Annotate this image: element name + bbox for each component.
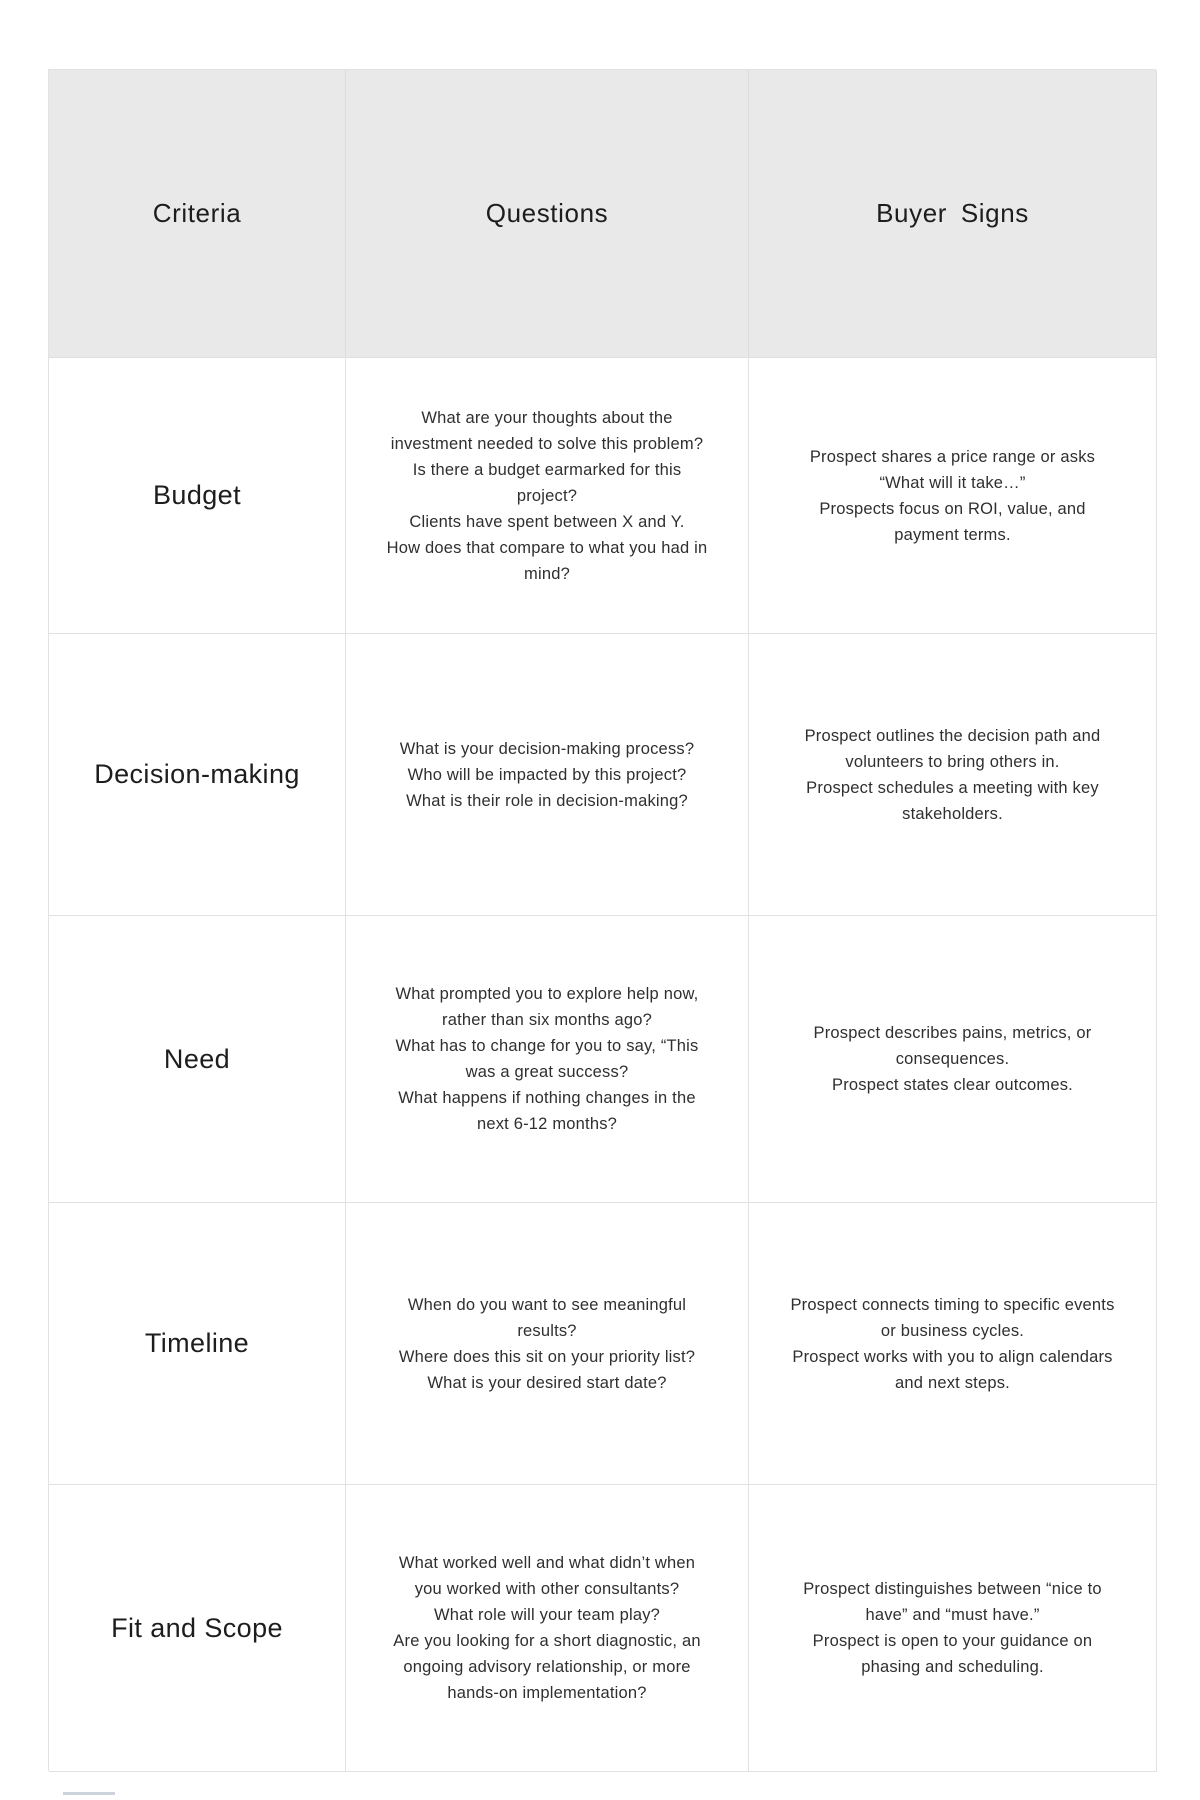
question-text: Who will be impacted by this project?: [407, 765, 687, 784]
buyer-sign-text: Prospect connects timing to specific events or business cycles.: [790, 1295, 1115, 1340]
buyer-signs-cell-decision-making: [749, 634, 1157, 916]
criteria-label: Need: [163, 1043, 231, 1074]
buyer-sign-text: Prospect is open to your guidance on phasing and scheduling.: [812, 1632, 1093, 1676]
criteria-cell-decision-making: [49, 634, 346, 916]
question-text: When do you want to see meaningful results?: [407, 1295, 687, 1340]
question-text: What worked well and what didn’t when you worked with other consultants?: [398, 1554, 696, 1598]
criteria-cell-timeline: [49, 1203, 346, 1485]
question-text: What is their role in decision-making?: [406, 791, 688, 810]
buyer-sign-text: Prospect describes pains, metrics, or consequences.: [813, 1024, 1092, 1068]
buyer-sign-text: Prospects focus on ROI, value, and payment terms.: [819, 499, 1086, 544]
buyer-signs-cell-budget: [749, 358, 1157, 634]
criteria-cell-need: [49, 916, 346, 1203]
questions-cell-budget: [346, 358, 749, 634]
question-text: What happens if nothing changes in the next 6-12 months?: [398, 1089, 696, 1133]
buyer-signs-cell-fit-and-scope: [749, 1485, 1157, 1772]
question-text: Clients have spent between X and Y.: [409, 512, 685, 531]
qualification-table: [48, 69, 1156, 1771]
criteria-label: Timeline: [144, 1328, 250, 1358]
buyer-sign-text: Prospect states clear outcomes.: [832, 1076, 1073, 1094]
buyer-signs-cell-timeline: [749, 1203, 1157, 1485]
questions-cell-need: [346, 916, 749, 1203]
question-text: Is there a budget earmarked for this project?: [412, 460, 682, 505]
question-text: Are you looking for a short diagnostic, an ongoing advisory relationship, or more hands-on implementation?: [393, 1632, 701, 1702]
questions-cell-fit-and-scope: [346, 1485, 749, 1772]
buyer-sign-text: Prospect distinguishes between “nice to have” and “must have.”: [803, 1580, 1102, 1624]
question-text: What is your desired start date?: [427, 1373, 667, 1392]
buyer-sign-text: Prospect shares a price range or asks “What will it take…”: [809, 447, 1096, 492]
question-text: Where does this sit on your priority list?: [398, 1347, 696, 1366]
buyer-sign-text: Prospect outlines the decision path and volunteers to bring others in.: [804, 726, 1101, 771]
criteria-label: Decision-making: [94, 759, 300, 789]
partial-next-element: [63, 1792, 115, 1795]
buyer-sign-text: Prospect schedules a meeting with key stakeholders.: [806, 778, 1099, 823]
question-text: What prompted you to explore help now, rather than six months ago?: [395, 985, 699, 1029]
criteria-label: Budget: [153, 480, 241, 510]
header-cell-buyer-signs: [749, 70, 1157, 358]
criteria-cell-fit-and-scope: [49, 1485, 346, 1772]
header-cell-questions: [346, 70, 749, 358]
header-cell-criteria: [49, 70, 346, 358]
criteria-cell-budget: [49, 358, 346, 634]
header-label-buyer-signs: Buyer Signs: [876, 198, 1029, 228]
header-label-criteria: Criteria: [152, 198, 242, 228]
header-label-questions: Questions: [485, 198, 609, 228]
question-text: What role will your team play?: [433, 1606, 661, 1624]
questions-cell-decision-making: [346, 634, 749, 916]
questions-cell-timeline: [346, 1203, 749, 1485]
question-text: What are your thoughts about the investment needed to solve this problem?: [390, 408, 704, 453]
question-text: What has to change for you to say, “This was a great success?: [395, 1037, 699, 1081]
question-text: What is your decision-making process?: [399, 739, 695, 758]
buyer-signs-cell-need: [749, 916, 1157, 1203]
question-text: How does that compare to what you had in mind?: [386, 538, 708, 583]
criteria-label: Fit and Scope: [111, 1612, 283, 1643]
buyer-sign-text: Prospect works with you to align calendars and next steps.: [792, 1347, 1113, 1392]
